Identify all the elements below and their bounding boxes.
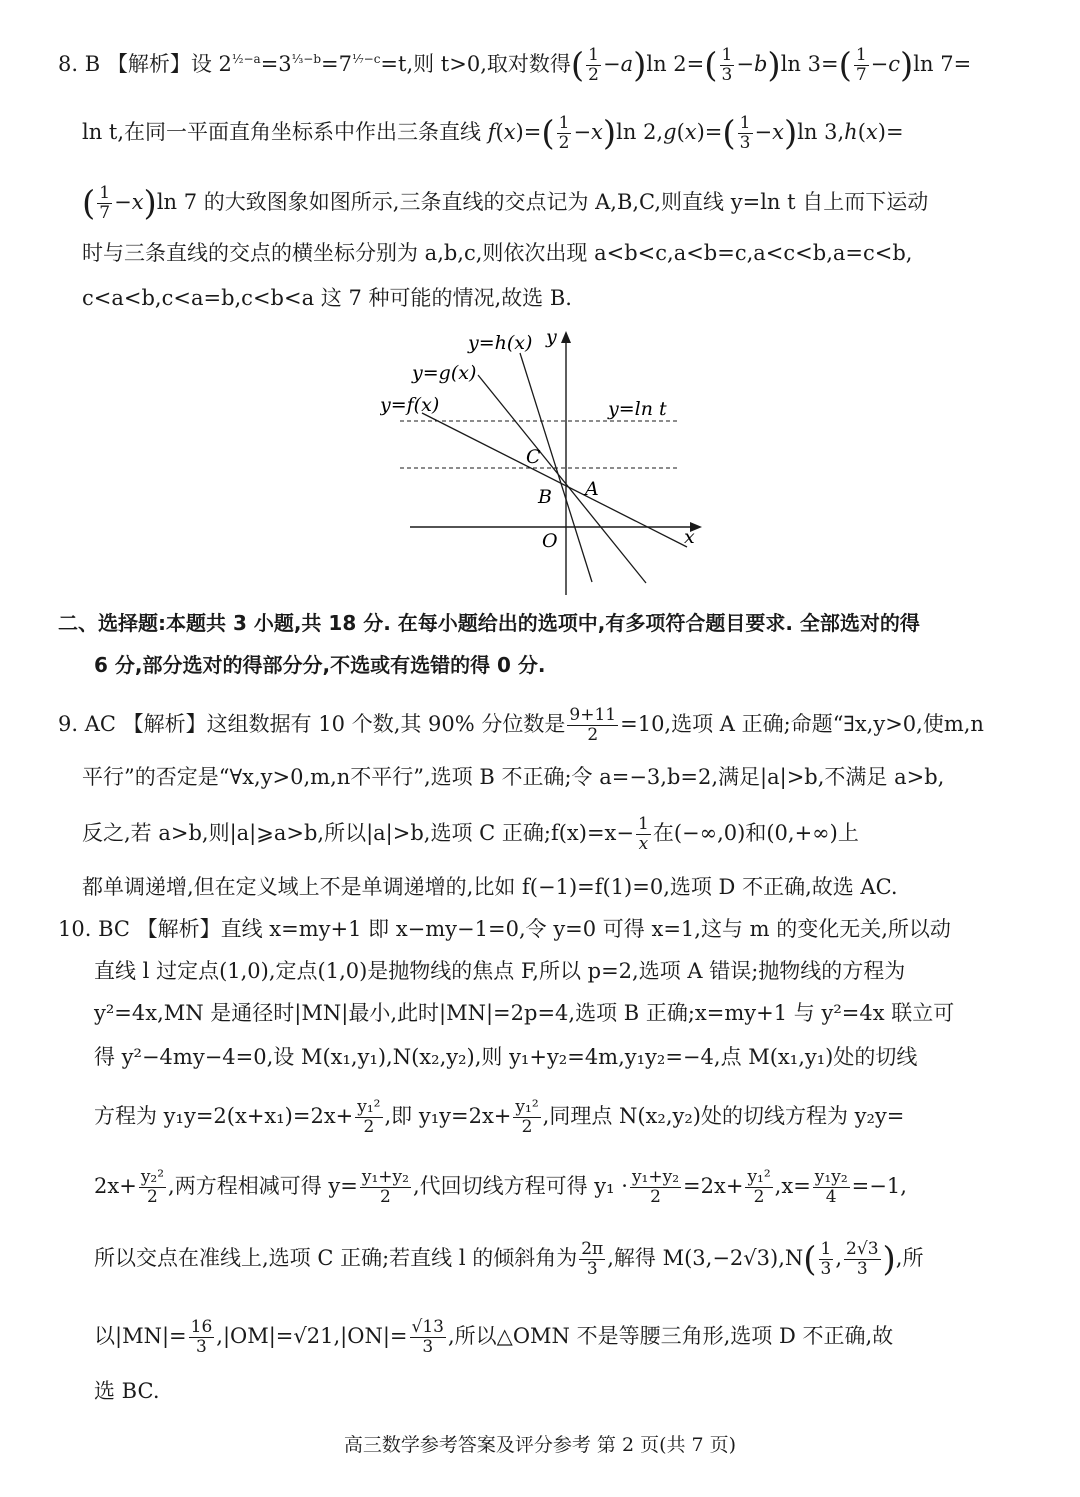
q10-line-7: 所以交点在准线上,选项 C 正确;若直线 l 的倾斜角为 $\frac{2\pi}{3}$ ,解得 M(3,−2√3),N( $\frac{1}{3}$ , $\frac{2√3}{3}$ ),所 [94, 1239, 924, 1280]
q9-line-4: 都单调递增,但在定义域上不是单调递增的,比如 f(−1)=f(1)=0,选项 D 不正确,故选 AC. [82, 875, 898, 899]
q10-line-5: 方程为 y₁y=2(x+x₁)=2x+ $\frac{\text{y₁²}}{2}$ ,即 y₁y=2x+ $\frac{\text{y₁²}}{2}$ ,同理点 N(x₂,y₂)处的切线方程为 y₂y= [94, 1097, 905, 1137]
q9-text: =10,选项 A 正确;命题“∃x,y>0,使m,n [620, 712, 984, 736]
label-point-c: C [526, 446, 541, 468]
label-origin: O [542, 530, 558, 552]
line-graph-figure [380, 325, 710, 600]
q10-text: ,解得 M(3,−2√3),N [607, 1246, 804, 1270]
q10-text: =−1, [851, 1174, 907, 1198]
q10-text: ,所以△OMN 不是等腰三角形,选项 D 不正确,故 [448, 1324, 894, 1348]
exp: ⅐−c [352, 52, 381, 66]
q10-text: ,|OM|=√21,|ON|= [216, 1324, 408, 1348]
q9-frac-den: 2 [587, 725, 599, 745]
q10-line-6: 2x+ $\frac{\text{y₂²}}{2}$ ,两方程相减可得 y= $\frac{\text{y₁+y₂}}{2}$ ,代回切线方程可得 y₁ · $\frac{\text{y₁+y₂}}{2}$ =2x+ $\frac{\text{y₁²}}{2}$ ,x= $\frac{\text{y₁y₂}}{4}$ =−1, [94, 1167, 907, 1207]
q10-text: 2x+ [94, 1174, 137, 1198]
q10-text: ,两方程相减可得 y= [168, 1174, 358, 1198]
y-axis-arrow [561, 331, 571, 343]
q8-text: 8. B 【解析】设 2 [58, 52, 232, 76]
q10-line-8: 以|MN|= $\frac{16}{3}$ ,|OM|=√21,|ON|= $\frac{√13}{3}$ ,所以△OMN 不是等腰三角形,选项 D 不正确,故 [94, 1317, 894, 1357]
q10-line-4: 得 y²−4my−4=0,设 M(x₁,y₁),N(x₂,y₂),则 y₁+y₂=4m,y₁y₂=−4,点 M(x₁,y₁)处的切线 [94, 1045, 918, 1069]
label-lnt: y=ln t [608, 398, 667, 420]
q9-line-2: 平行”的否定是“∀x,y>0,m,n不平行”,选项 B 不正确;令 a=−3,b=2,满足|a|>b,不满足 a>b, [82, 765, 945, 789]
q9-text: 反之,若 a>b,则|a|⩾a>b,所以|a|>b,选项 C 正确;f(x)=x− [82, 821, 634, 845]
label-y: y [546, 326, 557, 348]
label-point-a: A [585, 478, 599, 500]
q8-line-2: ln t,在同一平面直角坐标系中作出三条直线 f(x)=( $\frac{1}{2}$ −x)ln 2,g(x)=( $\frac{1}{3}$ −x)ln 3,h(x)= [82, 113, 904, 154]
q9-line-1 [58, 706, 984, 745]
q10-text: 所以交点在准线上,选项 C 正确;若直线 l 的倾斜角为 [94, 1246, 578, 1270]
q10-text: ,即 y₁y=2x+ [384, 1104, 512, 1128]
section-2-heading-cont: 6 分,部分选对的得部分分,不选或有选错的得 0 分. [94, 653, 546, 677]
q8-text: ln 7 的大致图象如图所示,三条直线的交点记为 A,B,C,则直线 y=ln t 自上而下运动 [156, 190, 929, 214]
label-h: y=h(x) [468, 332, 533, 354]
q10-line-2: 直线 l 过定点(1,0),定点(1,0)是抛物线的焦点 F,所以 p=2,选项 A 错误;抛物线的方程为 [94, 959, 906, 983]
q8-text: =t,则 t>0,取对数得 [380, 52, 571, 76]
q9-frac-num: 9+11 [569, 705, 617, 725]
q10-text: ,同理点 N(x₂,y₂)处的切线方程为 y₂y= [542, 1104, 905, 1128]
q9-text: 在(−∞,0)和(0,+∞)上 [652, 821, 859, 845]
q8-line-3: ( $\frac{1}{7}$ −x)ln 7 的大致图象如图所示,三条直线的交点记为 A,B,C,则直线 y=ln t 自上而下运动 [82, 183, 929, 224]
label-g: y=g(x) [412, 362, 477, 384]
exp: ⅓−b [291, 52, 322, 66]
q10-text: =2x+ [683, 1174, 744, 1198]
q10-text: ,所 [895, 1246, 924, 1270]
q10-line-1: 10. BC 【解析】直线 x=my+1 即 x−my−1=0,令 y=0 可得 x=1,这与 m 的变化无关,所以动 [58, 917, 951, 941]
q9-text: 9. AC 【解析】这组数据有 10 个数,其 90% 分位数是 [58, 712, 566, 736]
q8-line-1: 8. B 【解析】设 $2^{\frac{1}{2}-a}=3^{\frac{1}{3}-b}=7^{⅐-c}=t$,则 t>0,取对数得( $\frac{1}{2}$ −a)ln 2=( $\frac{1}{3}$ −b)ln 3=( $\frac{1}{7}$ −c)ln 7= [58, 45, 972, 86]
label-point-b: B [538, 486, 552, 508]
q10-text: ,代回切线方程可得 y₁ · [412, 1174, 628, 1198]
q8-text: =7 [321, 52, 353, 76]
exp: ½−a [231, 52, 261, 66]
section-2-heading: 二、选择题:本题共 3 小题,共 18 分. 在每小题给出的选项中,有多项符合题目要求. 全部选对的得 [58, 611, 920, 635]
q10-text: 方程为 y₁y=2(x+x₁)=2x+ [94, 1104, 354, 1128]
q8-line-4: 时与三条直线的交点的横坐标分别为 a,b,c,则依次出现 a<b<c,a<b=c,a<c<b,a=c<b, [82, 241, 913, 265]
label-x: x [684, 526, 695, 548]
q10-text: ,x= [774, 1174, 811, 1198]
q10-text: 以|MN|= [94, 1324, 187, 1348]
label-f: y=f(x) [380, 394, 440, 416]
q8-line-5: c<a<b,c<a=b,c<b<a 这 7 种可能的情况,故选 B. [82, 286, 572, 310]
q10-line-9: 选 BC. [94, 1379, 160, 1403]
page-footer: 高三数学参考答案及评分参考 第 2 页(共 7 页) [343, 1434, 737, 1456]
q8-text: =3 [260, 52, 292, 76]
q8-text: ln t,在同一平面直角坐标系中作出三条直线 [82, 120, 482, 144]
q10-line-3: y²=4x,MN 是通径时|MN|最小,此时|MN|=2p=4,选项 B 正确;x=my+1 与 y²=4x 联立可 [94, 1001, 955, 1025]
q9-line-3: 反之,若 a>b,则|a|⩾a>b,所以|a|>b,选项 C 正确;f(x)=x− $\frac{1}{x}$ 在(−∞,0)和(0,+∞)上 [82, 814, 859, 854]
